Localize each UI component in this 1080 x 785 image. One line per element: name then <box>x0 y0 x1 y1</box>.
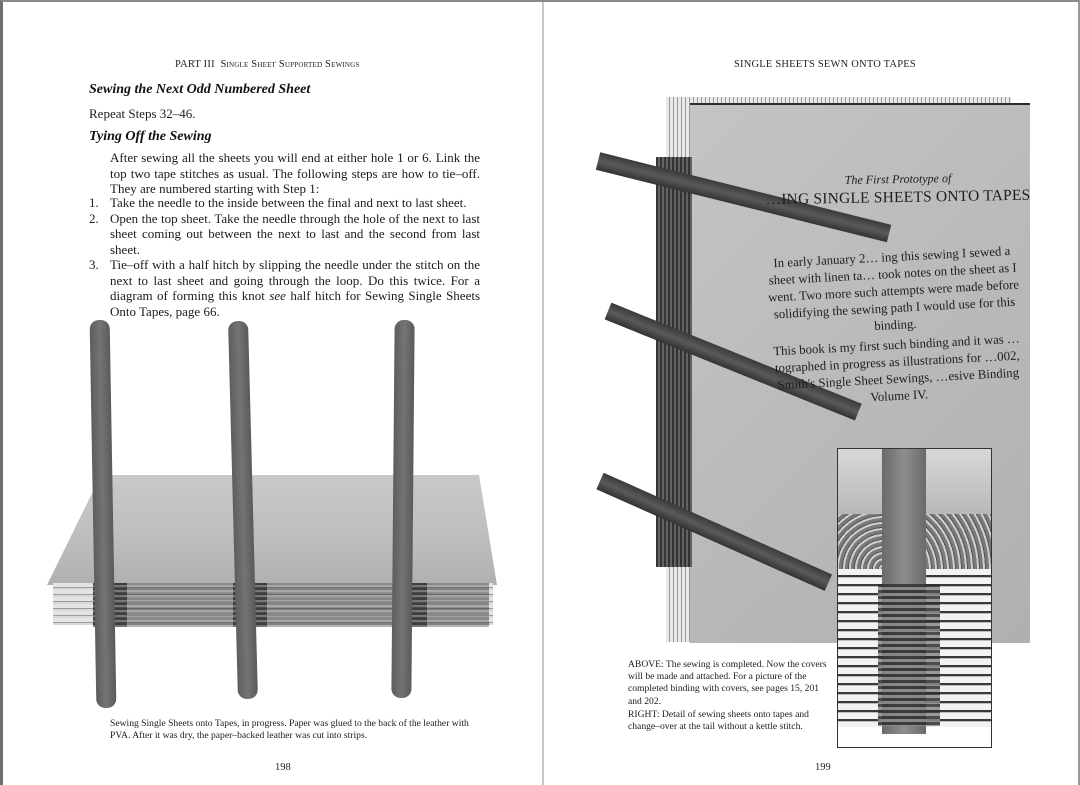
heading-next-odd-sheet: Sewing the Next Odd Numbered Sheet <box>89 82 311 97</box>
repeat-steps-text: Repeat Steps 32–46. <box>89 106 196 121</box>
caption-right: RIGHT: Detail of sewing sheets onto tapes and change–over at the tail without a kettle stitch. <box>628 709 809 733</box>
step-text-part: Tie–off with a half hitch by slipping the needle under the stitch on the next to last sheet and going through the loop. Do this twice. For a diagram of forming this knot <box>110 257 480 303</box>
photo-thread-lines <box>97 583 489 627</box>
step-text <box>110 257 480 319</box>
step-number: 1. <box>89 195 99 210</box>
heading-tying-off: Tying Off the Sewing <box>89 129 212 144</box>
photo-tape-3 <box>391 320 414 698</box>
step-item <box>89 195 480 211</box>
running-head-left <box>175 59 360 70</box>
running-head-section: Single Sheet Supported Sewings <box>220 59 360 70</box>
caption-above: ABOVE: The sewing is completed. Now the covers will be made and attached. For a picture of the completed binding with covers, see pages 15, 201 and 202. <box>628 659 827 707</box>
step-number: 2. <box>89 210 99 226</box>
page-number-right: 199 <box>815 762 831 773</box>
step-number: 3. <box>89 257 99 272</box>
step-item <box>89 211 480 258</box>
inset-detail-photo <box>837 448 992 748</box>
cover-title: …ING SINGLE SHEETS ONTO TAPES <box>765 186 1031 209</box>
page-number-left: 198 <box>275 762 291 773</box>
photo-top-sheet <box>47 475 497 585</box>
running-head-part: PART III <box>175 59 215 70</box>
cover-subtitle: The First Prototype of <box>844 171 952 187</box>
step-item <box>89 257 480 319</box>
inset-stitching <box>878 584 940 726</box>
steps-list <box>89 195 480 319</box>
step-text: Open the top sheet. Take the needle through the hole of the next to last sheet coming out between the next to last and the second from last sheet. <box>110 210 480 257</box>
step-text: Take the needle to the inside between the final and next to last sheet. <box>110 195 467 210</box>
left-page <box>3 2 542 785</box>
running-head-right: SINGLE SHEETS SEWN ONTO TAPES <box>734 59 916 70</box>
caption-left: Sewing Single Sheets onto Tapes, in progress. Paper was glued to the back of the leather with PVA. After it was dry, the paper–backed leather was cut into strips. <box>110 718 469 742</box>
intro-paragraph: After sewing all the sheets you will end at either hole 1 or 6. Link the top two tape stitches as usual. The following steps are how to tie–off. They are numbered starting with Step 1: <box>110 150 480 196</box>
cover-paragraph: This book is my first such binding and it was …tographed in progress as illustrations for …002, Smith's Single Sheet Sewings, …esive Binding Volume IV. <box>772 331 1020 405</box>
step-text-part: half hitch for Sewing Single Sheets Onto Tapes, page 66. <box>110 288 481 319</box>
photo-book-block-on-tapes <box>43 317 503 707</box>
photo-tape-1 <box>90 320 117 708</box>
cover-paragraph: In early January 2… ing this sewing I sewed a sheet with linen ta… took notes on the sheet as I went. Two more such attempts were made before solidifying the sewing path I would use for this binding. <box>767 243 1020 334</box>
see-italic: see <box>269 288 286 303</box>
cover-body <box>759 242 1032 412</box>
